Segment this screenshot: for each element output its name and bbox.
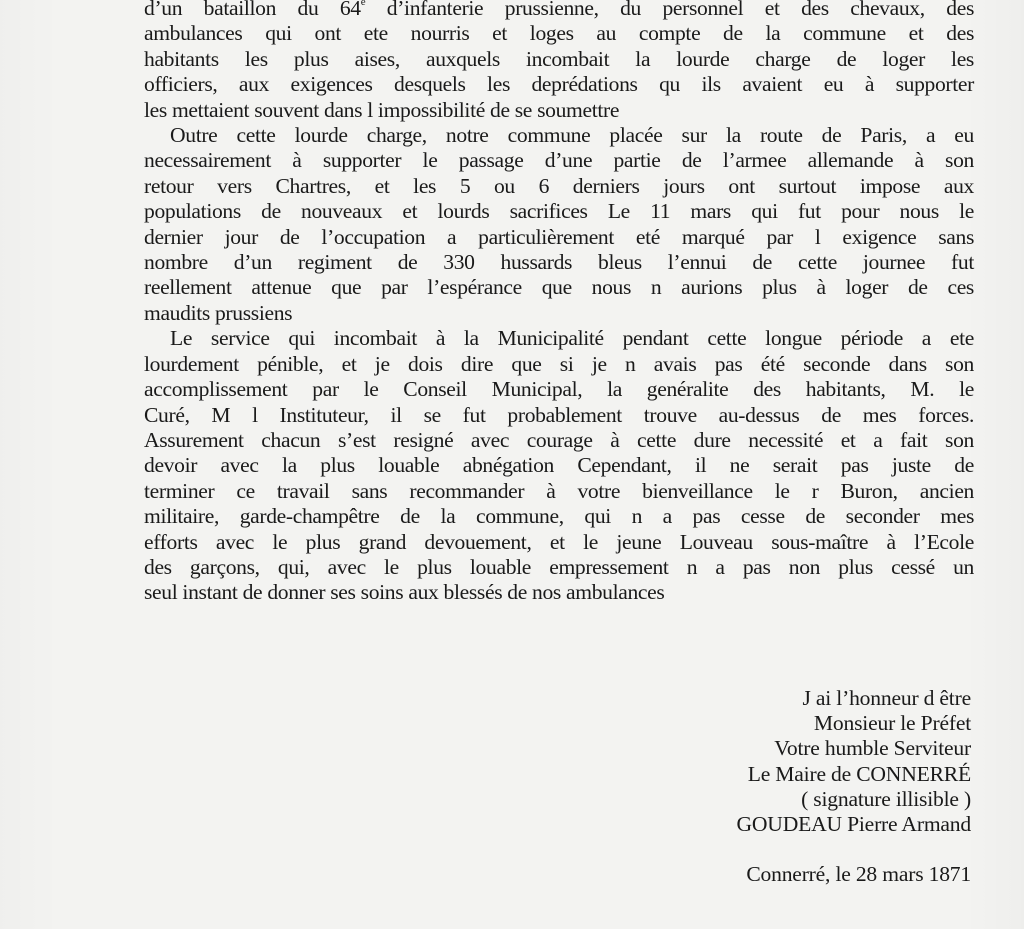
servant-line: Votre humble Serviteur xyxy=(774,736,971,761)
text-line: Outre cette lourde charge, notre commune placée sur la route de Paris, a eu xyxy=(170,123,974,148)
text-line: necessairement à supporter le passage d’une partie de l’armee allemande à son xyxy=(144,148,974,173)
paragraph-occupation-burden xyxy=(144,0,974,123)
addressee-line: Monsieur le Préfet xyxy=(813,711,971,736)
paragraph-german-army-passage xyxy=(144,123,974,326)
signatory-name-line: GOUDEAU Pierre Armand xyxy=(736,812,971,837)
ordinal-superscript: e xyxy=(360,0,366,8)
text-line: des garçons, qui, avec le plus louable empressement n a pas non plus cessé un xyxy=(144,554,974,579)
text-line: militaire, garde-champêtre de la commune, qui n a pas cesse de seconder mes xyxy=(144,504,974,529)
text-line: Assurement chacun s’est resigné avec courage à cette dure necessité et a fait son xyxy=(144,427,974,452)
text-line: retour vers Chartres, et les 5 ou 6 derniers jours ont surtout impose aux xyxy=(144,173,974,198)
text-line: lourdement pénible, et je dois dire que si je n avais pas été seconde dans son xyxy=(144,351,974,376)
text-line: habitants les plus aises, auxquels incombait la lourde charge de loger les xyxy=(144,46,974,71)
text-line: nombre d’un regiment de 330 hussards bleus l’ennui de cette journee fut xyxy=(144,250,974,275)
paragraph-municipal-service xyxy=(144,326,974,605)
letter-body xyxy=(144,0,974,606)
text-line: terminer ce travail sans recommander à votre bienveillance le r Buron, ancien xyxy=(144,478,974,503)
text-line: Curé, M l Instituteur, il se fut probablement trouve au-dessus de mes forces. xyxy=(144,402,974,427)
text-line: devoir avec la plus louable abnégation Cependant, il ne serait pas juste de xyxy=(144,453,974,478)
salutation-line: J ai l’honneur d être xyxy=(802,686,971,710)
place-date-line: Connerré, le 28 mars 1871 xyxy=(746,862,971,887)
text-line: Le service qui incombait à la Municipalité pendant cette longue période a ete xyxy=(170,326,974,351)
text-line: populations de nouveaux et lourds sacrifices Le 11 mars qui fut pour nous le xyxy=(144,199,974,224)
text-segment: d’un bataillon du 64 xyxy=(144,0,361,20)
text-line: accomplissement par le Conseil Municipal, la genéralite des habitants, M. le xyxy=(144,377,974,402)
letter-closing-signature-block xyxy=(737,686,971,887)
text-line: efforts avec le plus grand devouement, et le jeune Louveau sous-maître à l’Ecole xyxy=(144,529,974,554)
text-line: maudits prussiens xyxy=(144,300,293,325)
text-segment: d’infanterie prussienne, du personnel et des chevaux, des xyxy=(365,0,974,20)
text-line: dernier jour de l’occupation a particulièrement eté marqué par l exigence sans xyxy=(144,224,974,249)
text-line: seul instant de donner ses soins aux blessés de nos ambulances xyxy=(144,580,665,605)
text-line: reellement attenue que par l’espérance que nous n aurions plus à loger de ces xyxy=(144,275,974,300)
signature-note-line: ( signature illisible ) xyxy=(801,786,971,811)
text-line xyxy=(144,0,974,21)
text-line: officiers, aux exigences desquels les deprédations qu ils avaient eu à supporter xyxy=(144,72,974,97)
mayor-title-line: Le Maire de CONNERRÉ xyxy=(747,761,971,786)
text-line: les mettaient souvent dans l impossibilité de se soumettre xyxy=(144,97,620,122)
text-line: ambulances qui ont ete nourris et loges au compte de la commune et des xyxy=(144,21,974,46)
